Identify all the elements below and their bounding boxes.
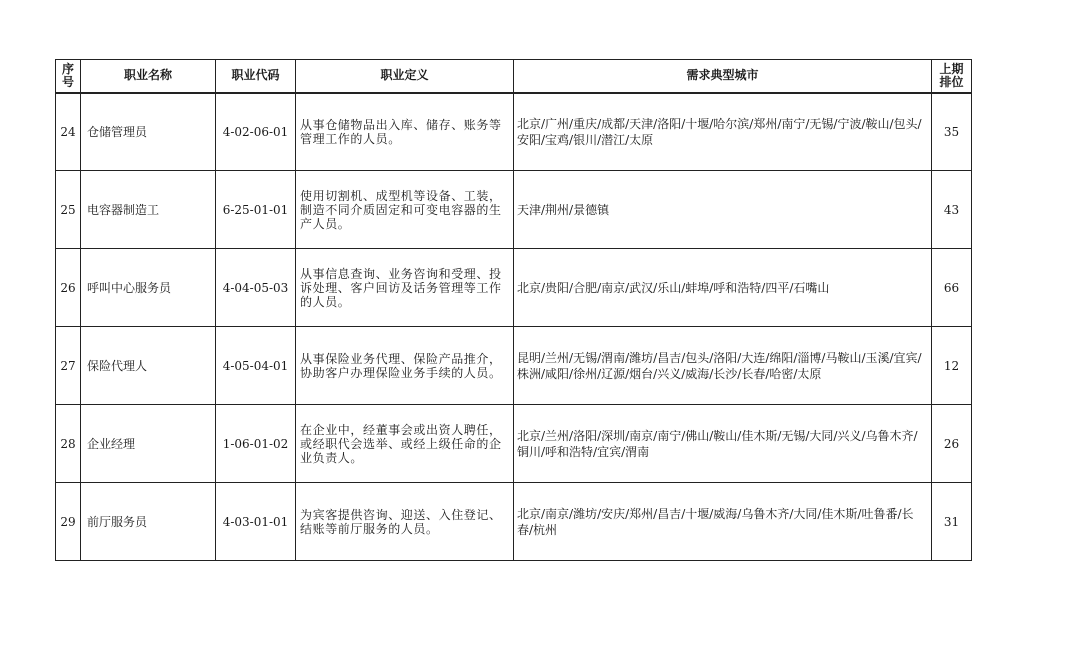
table-row [56, 327, 972, 405]
row-occupation-code: 4-05-04-01 [216, 327, 296, 405]
row-index: 24 [56, 93, 81, 171]
table-header [56, 60, 972, 93]
row-cities: 北京/兰州/洛阳/深圳/南京/南宁/佛山/鞍山/佳木斯/无锡/大同/兴义/乌鲁木齐/铜川/呼和浩特/宜宾/渭南 [514, 405, 932, 483]
header-cities: 需求典型城市 [514, 60, 932, 93]
row-last-rank: 43 [932, 171, 972, 249]
occupation-table [55, 59, 972, 561]
header-name: 职业名称 [81, 60, 216, 93]
row-index: 28 [56, 405, 81, 483]
row-definition: 从事保险业务代理、保险产品推介，协助客户办理保险业务手续的人员。 [296, 327, 514, 405]
row-definition: 使用切割机、成型机等设备、工装，制造不同介质固定和可变电容器的生产人员。 [296, 171, 514, 249]
header-code: 职业代码 [216, 60, 296, 93]
row-definition: 在企业中，经董事会或出资人聘任，或经职代会选举、或经上级任命的企业负责人。 [296, 405, 514, 483]
row-index: 26 [56, 249, 81, 327]
row-occupation-name: 电容器制造工 [81, 171, 216, 249]
row-index: 27 [56, 327, 81, 405]
row-index: 25 [56, 171, 81, 249]
row-last-rank: 12 [932, 327, 972, 405]
row-occupation-name: 仓储管理员 [81, 93, 216, 171]
row-cities: 天津/荆州/景德镇 [514, 171, 932, 249]
header-last-rank: 上期排位 [932, 60, 972, 93]
row-index: 29 [56, 483, 81, 561]
table-row [56, 405, 972, 483]
row-occupation-name: 呼叫中心服务员 [81, 249, 216, 327]
row-cities: 昆明/兰州/无锡/渭南/潍坊/昌吉/包头/洛阳/大连/绵阳/淄博/马鞍山/玉溪/宜宾/株洲/咸阳/徐州/辽源/烟台/兴义/威海/长沙/长春/哈密/太原 [514, 327, 932, 405]
row-occupation-code: 4-04-05-03 [216, 249, 296, 327]
row-last-rank: 26 [932, 405, 972, 483]
table-row [56, 171, 972, 249]
table-row [56, 93, 972, 171]
row-occupation-name: 企业经理 [81, 405, 216, 483]
table-body [56, 93, 972, 561]
row-last-rank: 31 [932, 483, 972, 561]
row-cities: 北京/南京/潍坊/安庆/郑州/昌吉/十堰/威海/乌鲁木齐/大同/佳木斯/吐鲁番/长春/杭州 [514, 483, 932, 561]
row-last-rank: 66 [932, 249, 972, 327]
header-index: 序号 [56, 60, 81, 93]
row-last-rank: 35 [932, 93, 972, 171]
row-cities: 北京/贵阳/合肥/南京/武汉/乐山/蚌埠/呼和浩特/四平/石嘴山 [514, 249, 932, 327]
row-occupation-code: 6-25-01-01 [216, 171, 296, 249]
table-row [56, 249, 972, 327]
row-occupation-code: 4-03-01-01 [216, 483, 296, 561]
row-occupation-code: 1-06-01-02 [216, 405, 296, 483]
row-cities: 北京/广州/重庆/成都/天津/洛阳/十堰/哈尔滨/郑州/南宁/无锡/宁波/鞍山/包头/安阳/宝鸡/银川/潜江/太原 [514, 93, 932, 171]
row-occupation-name: 前厅服务员 [81, 483, 216, 561]
row-definition: 从事仓储物品出入库、储存、账务等管理工作的人员。 [296, 93, 514, 171]
header-definition: 职业定义 [296, 60, 514, 93]
row-occupation-code: 4-02-06-01 [216, 93, 296, 171]
row-occupation-name: 保险代理人 [81, 327, 216, 405]
row-definition: 为宾客提供咨询、迎送、入住登记、结账等前厅服务的人员。 [296, 483, 514, 561]
row-definition: 从事信息查询、业务咨询和受理、投诉处理、客户回访及话务管理等工作的人员。 [296, 249, 514, 327]
table-row [56, 483, 972, 561]
